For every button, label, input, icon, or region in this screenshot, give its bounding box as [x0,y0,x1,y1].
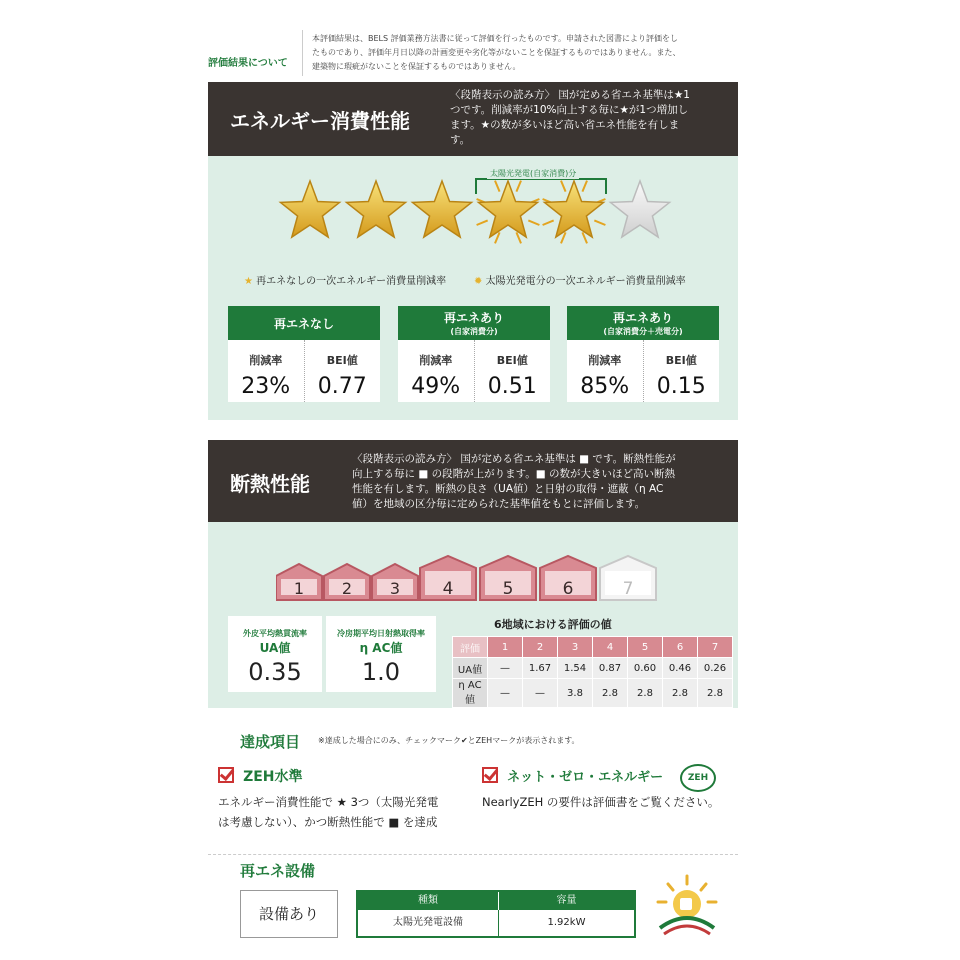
table-cell: 2.8 [663,679,698,708]
filled-star [281,181,340,237]
table-cell: 0.87 [593,658,628,679]
table-cell: 0.46 [663,658,698,679]
reduction-rate-label: 削減率 [419,354,453,367]
insulation-desc-line: 〈段階表示の読み方〉 国が定める省エネ基準は ■ です。断熱性能が [352,453,676,465]
card-title: 再エネあり [612,311,673,325]
ua-label: 外皮平均熱貫流率 [243,629,307,638]
col-capacity-header: 容量 [498,892,634,910]
bei-value-cell [304,340,381,402]
energy-result-card [228,306,380,402]
legend-standard-label: 再エネなしの一次エネルギー消費量削減率 [256,276,447,287]
table-header-cell: 1 [488,637,523,658]
card-title: 再エネあり [443,311,504,325]
zeh-text-line: は考慮しない）、かつ断熱性能で ■ を達成 [218,815,438,829]
renewable-title: 再エネ設備 [240,862,316,880]
table-cell: — [523,679,558,708]
solar-star [545,181,604,237]
grade-number: 5 [502,579,514,599]
energy-star-rating [276,176,676,248]
table-cell: 3.8 [558,679,593,708]
legend-solar-label: 太陽光発電分の一次エネルギー消費量削減率 [485,276,686,287]
legend-solar [474,272,686,287]
table-header-cell: 4 [593,637,628,658]
section-divider [208,854,738,855]
bei-value-cell [643,340,720,402]
table-header-row [453,637,733,658]
sun-ray [543,220,554,225]
sun-ray [561,181,566,192]
table-cell: 1.54 [558,658,593,679]
solar-plug-icon [654,872,720,938]
grade-number: 7 [622,579,634,599]
card-header [398,306,550,340]
reduction-rate: 49% [411,374,461,399]
table-row [453,679,733,708]
net-zero-label: ネット・ゼロ・エネルギー [507,770,664,785]
sun-ray [495,181,500,192]
intro-line: 本評価結果は、BELS 評価業務方法書に従って評価を行ったものです。申請された図書により評価をし [312,34,678,43]
bei-value-label: BEI値 [496,354,528,367]
grade-number: 3 [389,579,401,598]
grade-number: 4 [442,579,454,599]
energy-desc-line: 〈段階表示の読み方〉 国が定める省エネ基準は★1 [450,89,690,101]
insulation-description [352,452,732,512]
equipment-type: 太陽光発電設備 [393,917,463,928]
zeh-level-item [218,766,303,787]
col-type-header: 種類 [418,895,438,906]
table-cell: 2.8 [593,679,628,708]
grade-number: 2 [341,579,353,598]
energy-desc-line: ます。★の数が多いほど高い省エネ性能を有しま [450,119,680,131]
empty-star [611,181,670,237]
ua-value: 0.35 [248,658,302,686]
intro-text [312,32,752,74]
net-zero-item [482,766,663,787]
equipment-capacity: 1.92kW [498,910,634,936]
intro-line: たものであり、評価年月日以降の計画変更や劣化等がないことを保証するものではありません。また、 [312,48,681,57]
check-icon [482,767,498,783]
star-icon: ★ [244,276,253,287]
table-cell: 0.60 [628,658,663,679]
energy-desc-line: す。 [450,134,471,146]
table-header-cell: 2 [523,637,558,658]
table-cell: UA値 [453,658,488,679]
table-cell: 2.8 [628,679,663,708]
intro-line: 建築物に瑕疵がないことを保証するものではありません。 [312,62,521,71]
filled-star [347,181,406,237]
eta-value: 1.0 [361,658,401,686]
solar-bracket-label: 太陽光発電(自家消費)分 [487,168,579,179]
table-header-cell: 7 [698,637,733,658]
table-cell: η AC値 [453,679,488,708]
bei-value: 0.77 [317,374,367,399]
energy-description [450,88,730,148]
zeh-level-text [218,792,438,832]
table-header-cell: 5 [628,637,663,658]
energy-result-card [567,306,719,402]
sun-star-icon: ✹ [474,276,483,287]
renewable-table [356,890,636,938]
sun-ray [516,181,521,192]
energy-desc-line: つです。削減率が10%向上する毎に★が1つ増加し [450,104,689,116]
table-row [453,658,733,679]
net-zero-text: NearlyZEH の要件は評価書をご覧ください。 [482,795,720,809]
insulation-title: 断熱性能 [230,472,310,496]
bei-value: 0.51 [487,374,537,399]
insulation-desc-line: 値）を地域の区分毎に定められた基準値をもとに評価します。 [352,498,646,510]
table-header-cell: 評価 [453,637,488,658]
achievements-note: ※達成した場合にのみ、チェックマーク✔とZEHマークが表示されます。 [318,736,580,745]
energy-result-card [398,306,550,402]
header-divider [302,30,303,76]
check-icon [218,767,234,783]
reduction-rate-cell [567,340,643,402]
bei-value-label: BEI値 [665,354,697,367]
zeh-mark-logo: ZEH [680,764,716,792]
reduction-rate: 85% [580,374,630,399]
card-header [567,306,719,340]
region-evaluation-table [452,636,733,708]
table-cell: 2.8 [698,679,733,708]
table-cell: 0.26 [698,658,733,679]
insulation-desc-line: 向上する毎に ■ の段階が上がります。■ の数が大きいほど高い断熱 [352,468,676,480]
zeh-text-line: エネルギー消費性能で ★ 3つ（太陽光発電 [218,795,439,809]
card-title: 再エネなし [273,316,334,331]
eta-name: η AC値 [359,641,403,655]
card-header [228,306,380,340]
insulation-desc-line: 性能を有します。断熱の良さ（UA値）と日射の取得・遮蔽（η AC [352,483,664,495]
ua-value-card [228,616,322,692]
reduction-rate-cell [228,340,304,402]
grade-number: 1 [293,579,305,598]
table-cell: — [488,658,523,679]
ua-name: UA値 [259,641,291,655]
table-header-cell: 6 [663,637,698,658]
card-subtitle: (自家消費分＋売電分) [603,327,683,336]
solar-star [479,181,538,237]
grade-number: 6 [562,579,574,599]
filled-star [413,181,472,237]
energy-title: エネルギー消費性能 [230,109,410,133]
sun-ray [528,220,539,225]
bei-value-label: BEI値 [326,354,358,367]
bei-value: 0.15 [656,374,706,399]
sun-ray [594,220,605,225]
reduction-rate-label: 削減率 [249,354,283,367]
table-header-cell: 3 [558,637,593,658]
renewable-status: 設備あり [240,890,338,938]
table-cell: 1.67 [523,658,558,679]
evaluation-header-label: 評価結果について [208,58,288,69]
card-subtitle: (自家消費分) [450,327,498,336]
eta-label: 冷房期平均日射熱取得率 [337,629,425,638]
sun-ray [582,181,587,192]
eta-value-card [326,616,436,692]
legend-standard [244,272,446,287]
region-table-title: 6地域における評価の値 [494,618,612,631]
bei-value-cell [474,340,551,402]
table-cell: — [488,679,523,708]
zeh-level-label: ZEH水準 [243,769,303,785]
reduction-rate-cell [398,340,474,402]
achievements-title: 達成項目 [240,733,301,751]
insulation-grade-houses [276,548,676,604]
sun-ray [477,220,488,225]
reduction-rate: 23% [241,374,291,399]
reduction-rate-label: 削減率 [588,354,622,367]
